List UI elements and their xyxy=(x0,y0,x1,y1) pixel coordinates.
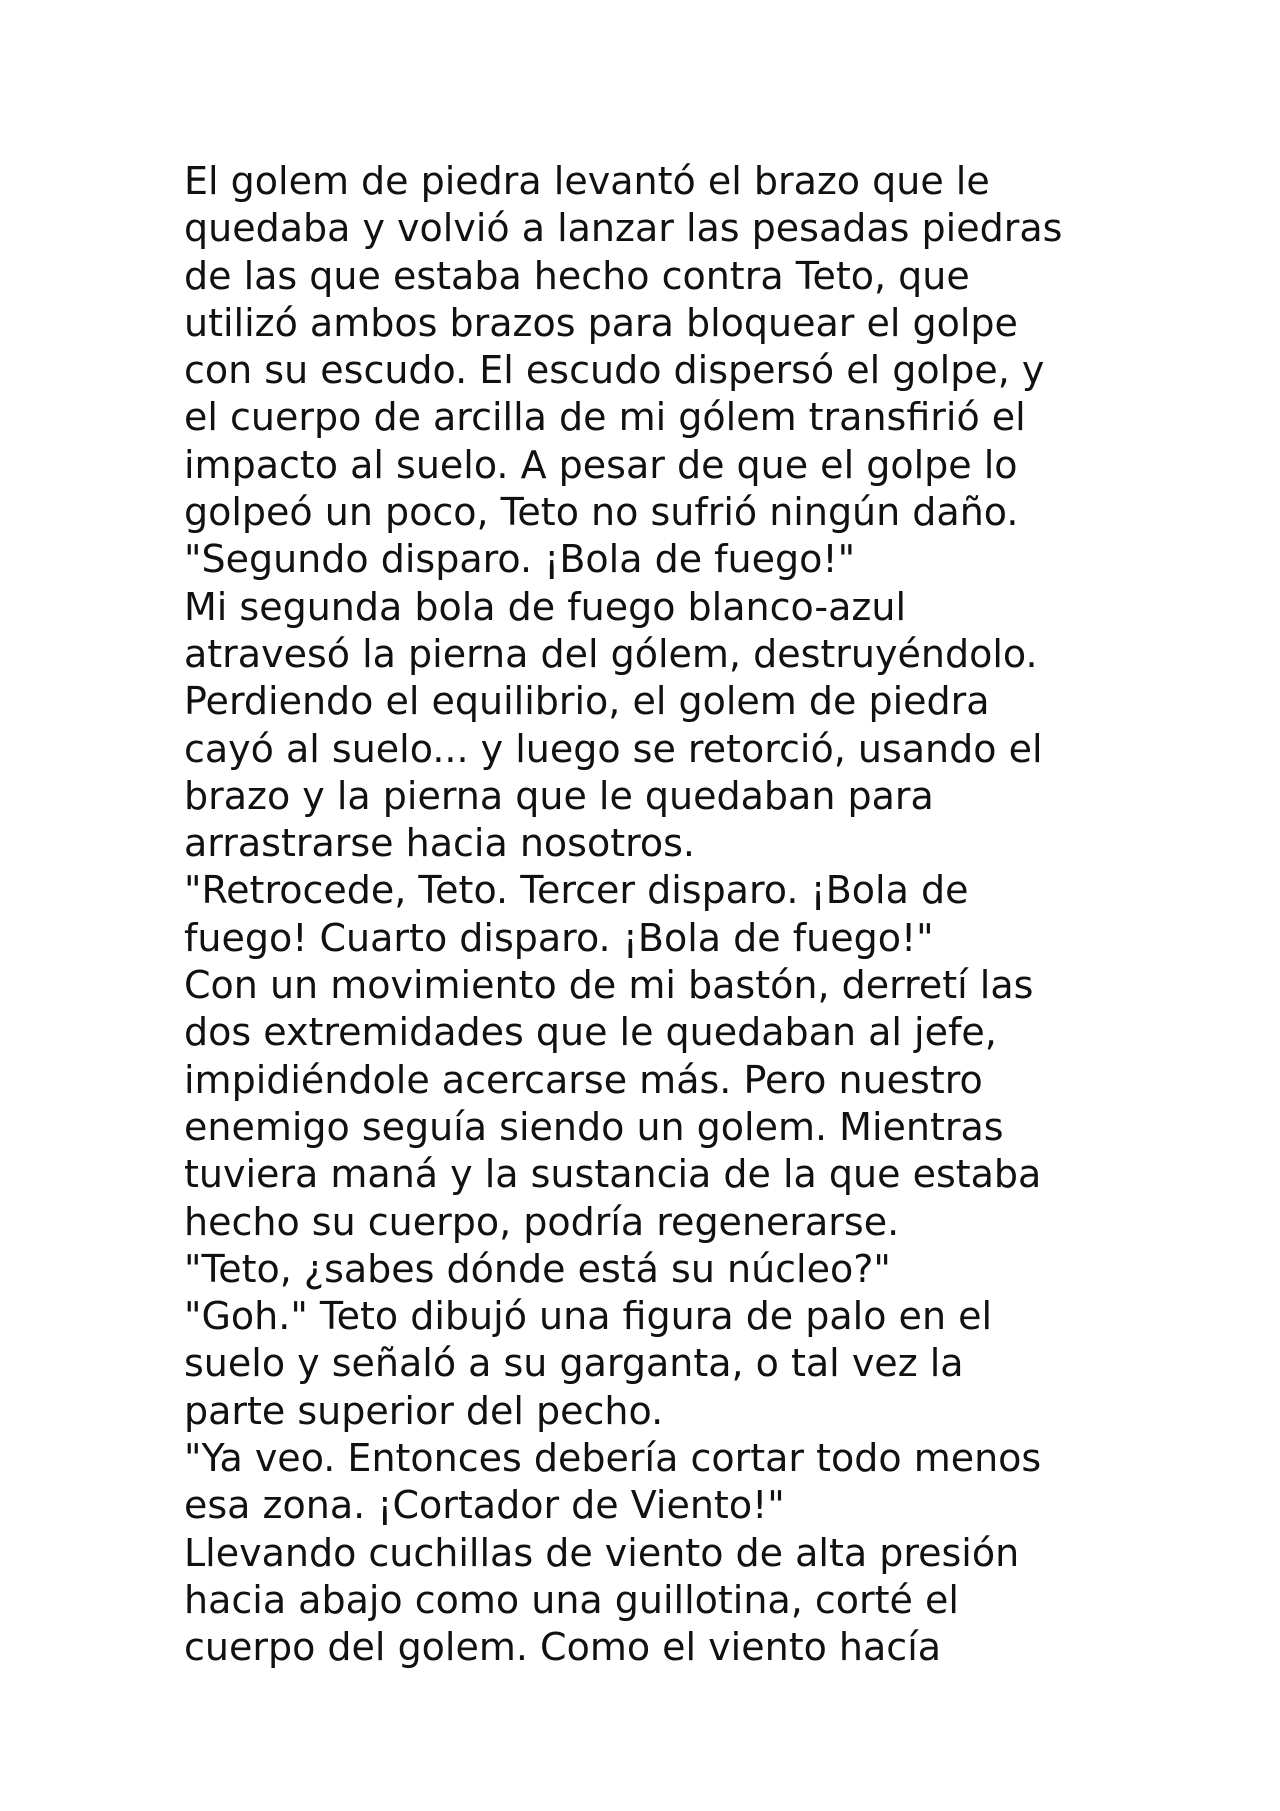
text-line: impacto al suelo. A pesar de que el golpe lo xyxy=(184,442,1018,487)
text-line: enemigo seguía siendo un golem. Mientras xyxy=(184,1104,1004,1149)
text-line: dos extremidades que le quedaban al jefe, xyxy=(184,1010,997,1055)
text-line: hacia abajo como una guillotina, corté el xyxy=(184,1577,959,1622)
text-line: "Teto, ¿sabes dónde está su núcleo?" xyxy=(184,1246,891,1291)
text-line: Llevando cuchillas de viento de alta presión xyxy=(184,1530,1020,1575)
text-line: golpeó un poco, Teto no sufrió ningún daño. xyxy=(184,490,1019,535)
text-line: parte superior del pecho. xyxy=(184,1388,664,1433)
text-line: esa zona. ¡Cortador de Viento!" xyxy=(184,1483,785,1528)
text-line: fuego! Cuarto disparo. ¡Bola de fuego!" xyxy=(184,915,934,960)
text-line: "Ya veo. Entonces debería cortar todo menos xyxy=(184,1436,1042,1481)
text-line: el cuerpo de arcilla de mi gólem transfirió el xyxy=(184,395,1026,440)
document-page xyxy=(184,158,1124,1672)
text-line: tuviera maná y la sustancia de la que estaba xyxy=(184,1152,1042,1197)
text-line: "Retrocede, Teto. Tercer disparo. ¡Bola de xyxy=(184,868,969,913)
text-line: impidiéndole acercarse más. Pero nuestro xyxy=(184,1057,983,1102)
text-line: atravesó la pierna del gólem, destruyéndolo. xyxy=(184,631,1038,676)
text-line: suelo y señaló a su garganta, o tal vez la xyxy=(184,1341,964,1386)
text-line: Mi segunda bola de fuego blanco-azul xyxy=(184,584,907,629)
text-line: "Segundo disparo. ¡Bola de fuego!" xyxy=(184,537,856,582)
text-line: Perdiendo el equilibrio, el golem de piedra xyxy=(184,679,990,724)
text-line: brazo y la pierna que le quedaban para xyxy=(184,773,934,818)
text-line: quedaba y volvió a lanzar las pesadas piedras xyxy=(184,206,1063,251)
text-line: cuerpo del golem. Como el viento hacía xyxy=(184,1625,942,1670)
text-line: arrastrarse hacia nosotros. xyxy=(184,821,696,866)
text-line: cayó al suelo... y luego se retorció, usando el xyxy=(184,726,1043,771)
text-line: con su escudo. El escudo dispersó el golpe, y xyxy=(184,348,1045,393)
text-line: de las que estaba hecho contra Teto, que xyxy=(184,253,970,298)
text-line: Con un movimiento de mi bastón, derretí las xyxy=(184,963,1034,1008)
text-line: hecho su cuerpo, podría regenerarse. xyxy=(184,1199,900,1244)
text-line: "Goh." Teto dibujó una figura de palo en el xyxy=(184,1294,993,1339)
text-line: utilizó ambos brazos para bloquear el golpe xyxy=(184,300,1018,345)
text-line: El golem de piedra levantó el brazo que le xyxy=(184,159,990,203)
